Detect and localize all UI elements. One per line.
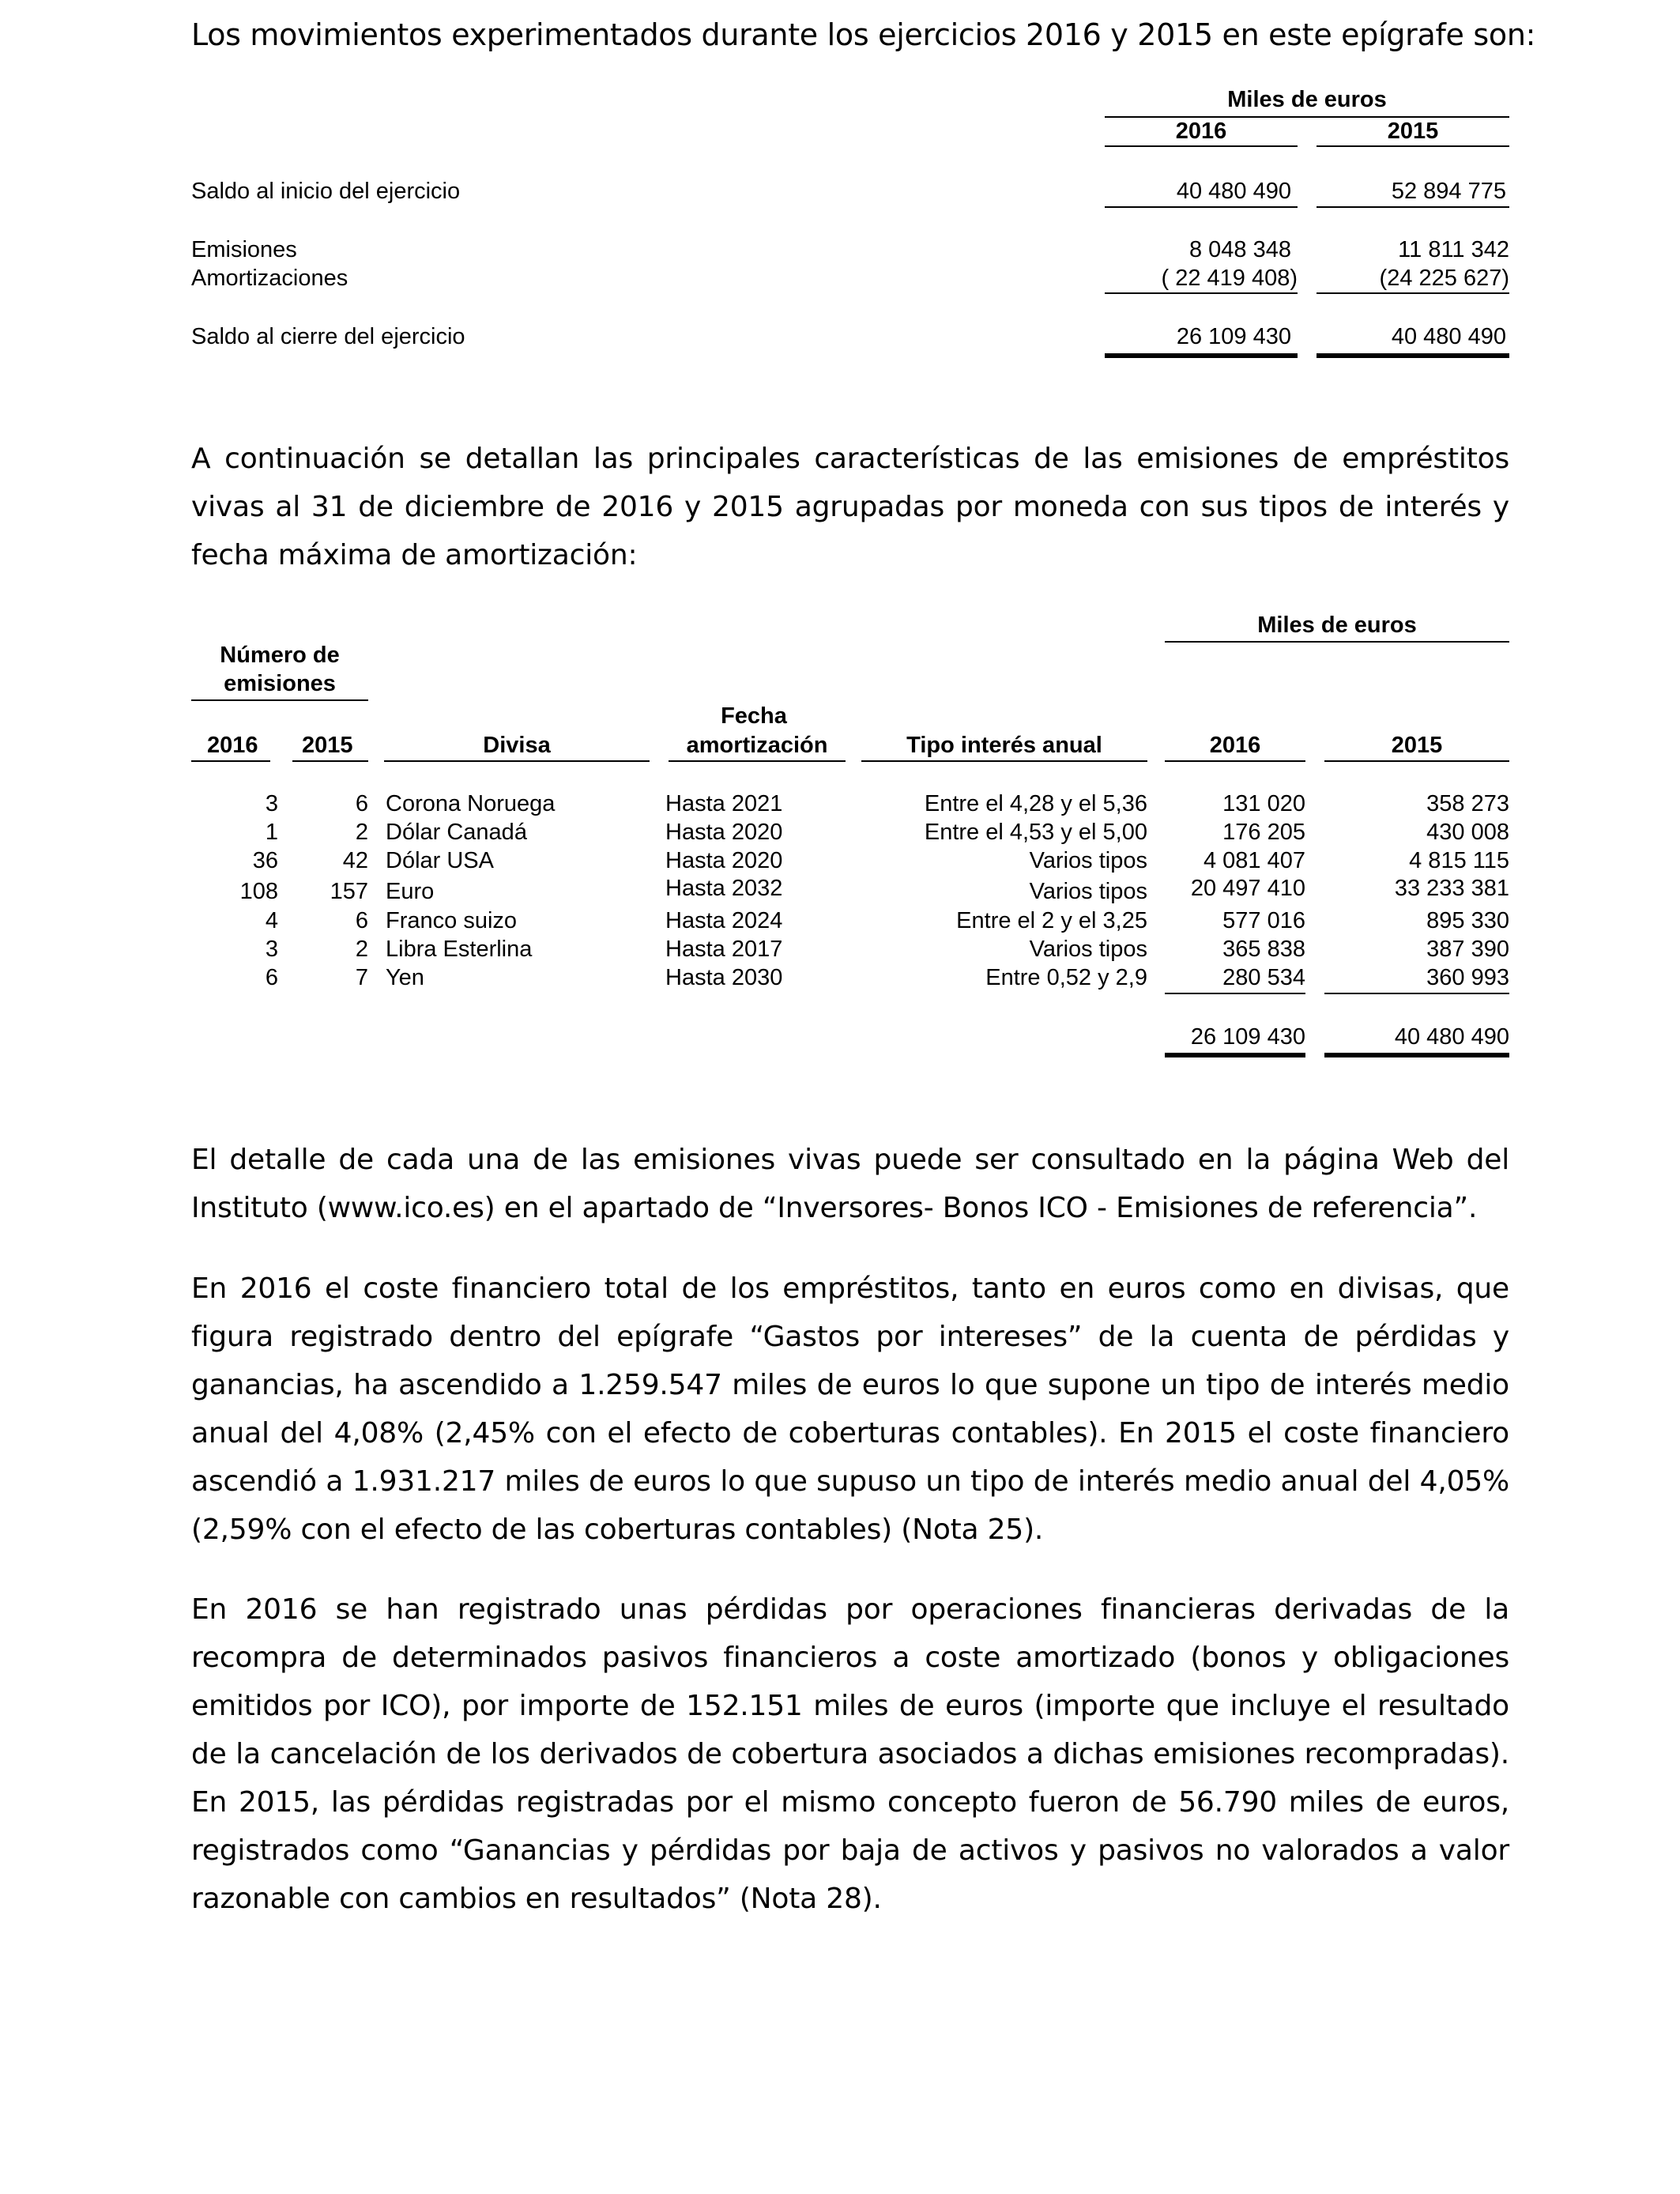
cell-n2015: 2 [355,937,368,962]
header-rule [669,760,846,762]
cell-v2015: 33 233 381 [1394,876,1509,901]
col-2016-rule [1105,145,1298,147]
total-rule [1165,1053,1305,1057]
cell-divisa: Dólar USA [386,848,494,873]
header-rule [292,760,368,762]
fecha-header: Fecha [721,703,787,729]
cell-divisa: Corona Noruega [386,791,556,816]
cell-divisa: Euro [386,879,435,904]
row-value-2015: 52 894 775 [1391,179,1506,204]
cell-n2016: 1 [265,820,278,845]
intro-text: Los movimientos experimentados durante los ejercicios 2016 y 2015 en este epígrafe son: [191,17,1536,52]
cell-n2015: 6 [355,791,368,816]
col-tipo-header: Tipo interés anual [906,733,1102,758]
paragraph: El detalle de cada una de las emisiones vivas puede ser consultado en la página Web del Instituto (www.ico.es) en el apartado de “Inversores- Bonos ICO - Emisiones de referencia”. [191,1144,1509,1224]
cell-tipo: Varios tipos [1029,848,1147,873]
cell-divisa: Yen [386,965,424,990]
cell-n2015: 157 [330,879,368,904]
row-value-2015: (24 225 627) [1379,266,1509,291]
cell-v2015: 387 390 [1426,937,1509,962]
col-2016-header: 2016 [1175,119,1227,144]
row-value-2016: 40 480 490 [1176,179,1291,204]
col-n2016-header: 2016 [207,733,258,758]
cell-tipo: Entre el 4,53 y el 5,00 [924,820,1147,845]
subtotal-rule [1105,292,1298,294]
cell-n2016: 108 [239,879,278,904]
row-label: Amortizaciones [191,266,348,291]
paragraph: En 2016 el coste financiero total de los empréstitos, tanto en euros como en divisas, que figura registrado dentro del epígrafe “Gastos por intereses” de la cuenta de pérdidas y ganancias, ha ascendido a 1.259.547 miles de euros lo que supone un tipo de interés medio anual del 4,08% (2,45% con el efecto de coberturas contables). En 2015 el coste financiero ascendió a 1.931.217 miles de euros lo que supuso un tipo de interés medio anual del 4,05% (2,59% con el efecto de las coberturas contables) (Nota 25). [191,1272,1509,1546]
cell-v2015: 360 993 [1426,965,1509,990]
cell-v2016: 280 534 [1222,965,1305,990]
cell-n2016: 4 [265,908,278,933]
paragraph: A continuación se detallan las principales características de las emisiones de empréstitos vivas al 31 de diciembre de 2016 y 2015 agrupadas por moneda con sus tipos de interés y fecha máxima de amortización: [191,443,1509,571]
unit-header: Miles de euros [1227,87,1387,112]
subtotal-rule [1317,292,1509,294]
total-rule [1324,1053,1509,1057]
cell-divisa: Libra Esterlina [386,937,533,962]
total-2015: 40 480 490 [1394,1024,1509,1050]
col-v2016-header: 2016 [1209,733,1261,758]
unit-header: Miles de euros [1257,613,1417,638]
cell-n2015: 6 [355,908,368,933]
unit-header-rule [1105,116,1509,118]
cell-v2016: 131 020 [1222,791,1305,816]
cell-n2015: 42 [342,848,368,873]
unit-header-rule [1165,641,1509,643]
row-value-2016: 26 109 430 [1176,324,1291,349]
cell-fecha: Hasta 2020 [665,820,783,845]
header-rule [1324,760,1509,762]
row-label: Saldo al inicio del ejercicio [191,179,461,204]
cell-fecha: Hasta 2017 [665,937,783,962]
num-emisiones-header: emisiones [224,671,336,696]
row-value-2016: 8 048 348 [1188,237,1291,262]
total-rule [1317,353,1509,358]
cell-v2015: 358 273 [1426,791,1509,816]
row-label: Emisiones [191,237,297,262]
col-2015-rule [1317,145,1509,147]
cell-tipo: Entre 0,52 y 2,9 [985,965,1147,990]
subtotal-rule [1317,206,1509,208]
cell-tipo: Varios tipos [1029,879,1147,904]
header-rule [384,760,650,762]
total-rule [1105,353,1298,358]
cell-v2016: 365 838 [1222,937,1305,962]
row-value-2015: 40 480 490 [1391,324,1506,349]
cell-v2015: 895 330 [1426,908,1509,933]
header-rule [861,760,1147,762]
cell-n2015: 2 [355,820,368,845]
cell-fecha: Hasta 2032 [665,876,783,901]
cell-divisa: Dólar Canadá [386,820,527,845]
row-value-2015: 11 811 342 [1398,237,1509,262]
cell-fecha: Hasta 2024 [665,908,783,933]
cell-divisa: Franco suizo [386,908,518,933]
cell-v2016: 20 497 410 [1190,876,1305,901]
subtotal-rule [1105,206,1298,208]
cell-tipo: Varios tipos [1029,937,1147,962]
col-v2015-header: 2015 [1391,733,1443,758]
num-emisiones-rule [191,699,368,701]
cell-tipo: Entre el 2 y el 3,25 [956,908,1147,933]
cell-n2016: 3 [265,937,278,962]
col-n2015-header: 2015 [302,733,353,758]
subtotal-rule [1165,993,1305,994]
cell-n2016: 36 [252,848,278,873]
col-fecha-header: amortización [686,733,828,758]
num-emisiones-header: Número de [220,643,340,668]
cell-fecha: Hasta 2030 [665,965,783,990]
cell-tipo: Entre el 4,28 y el 5,36 [924,791,1147,816]
cell-v2016: 577 016 [1222,908,1305,933]
total-2016: 26 109 430 [1190,1024,1305,1050]
cell-v2016: 4 081 407 [1203,848,1305,873]
paragraph: En 2016 se han registrado unas pérdidas por operaciones financieras derivadas de la recompra de determinados pasivos financieros a coste amortizado (bonos y obligaciones emitidos por ICO), por importe de 152.151 miles de euros (importe que incluye el resultado de la cancelación de los derivados de cobertura asociados a dichas emisiones recompradas). En 2015, las pérdidas registradas por el mismo concepto fueron de 56.790 miles de euros, registrados como “Ganancias y pérdidas por baja de activos y pasivos no valorados a valor razonable con cambios en resultados” (Nota 28). [191,1593,1509,1915]
cell-v2015: 4 815 115 [1409,848,1509,873]
cell-n2016: 6 [265,965,278,990]
cell-n2016: 3 [265,791,278,816]
col-2015-header: 2015 [1387,119,1439,144]
row-value-2016: ( 22 419 408) [1161,266,1298,291]
cell-v2015: 430 008 [1426,820,1509,845]
cell-v2016: 176 205 [1222,820,1305,845]
header-rule [1165,760,1305,762]
header-rule [191,760,270,762]
cell-fecha: Hasta 2020 [665,848,783,873]
row-label: Saldo al cierre del ejercicio [191,324,465,349]
cell-fecha: Hasta 2021 [665,791,783,816]
subtotal-rule [1324,993,1509,994]
cell-n2015: 7 [355,965,368,990]
col-divisa-header: Divisa [483,733,551,758]
